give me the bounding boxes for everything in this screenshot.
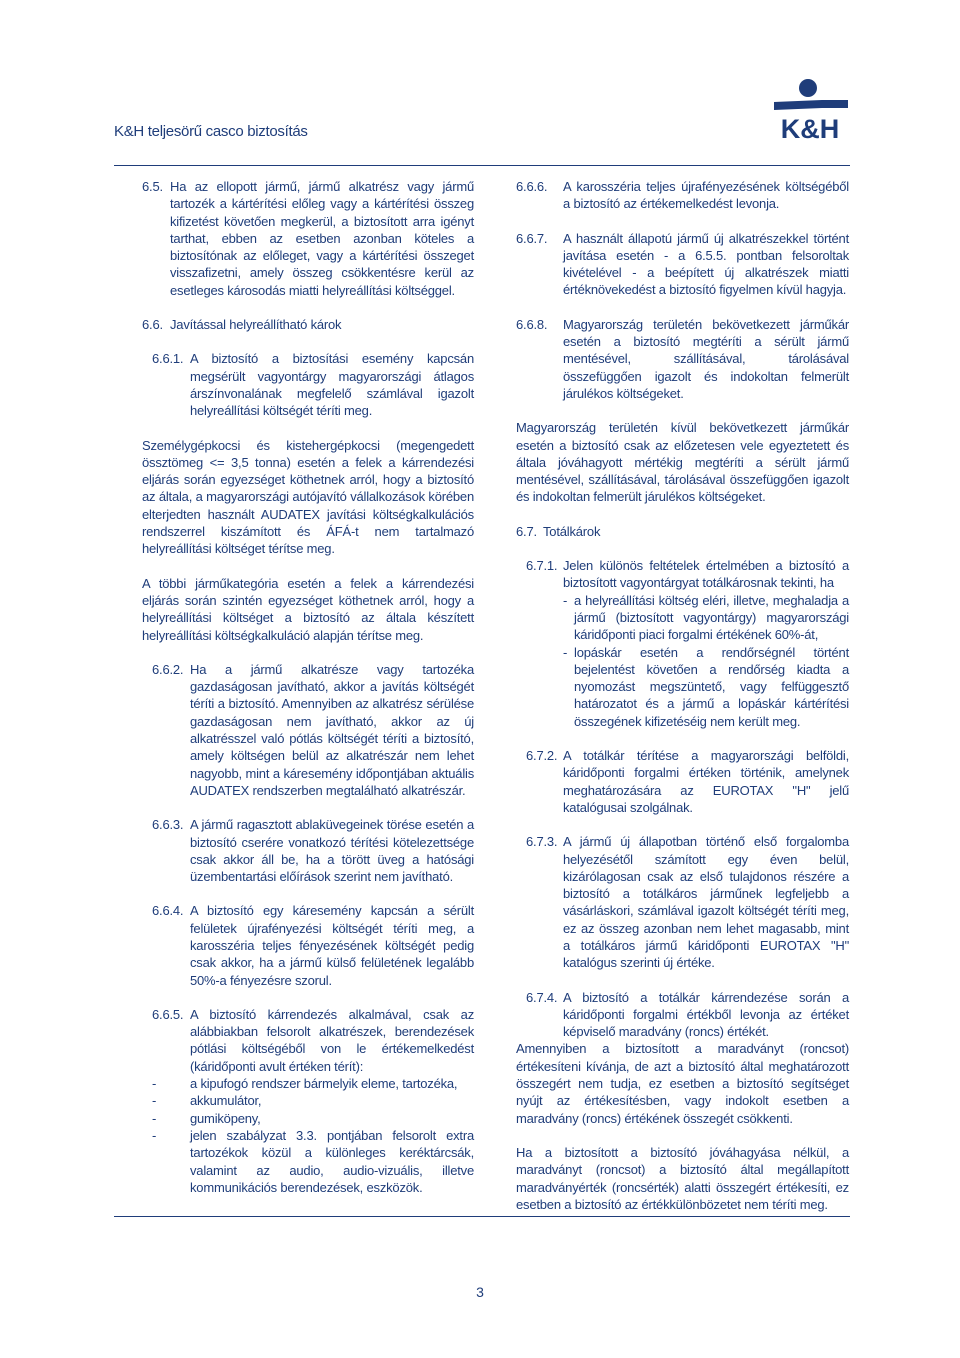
section-title: Totálkárok — [543, 523, 601, 539]
section-6-7-3 — [516, 833, 849, 971]
section-6-6-6 — [516, 178, 849, 213]
section-number: 6.7.1. — [526, 558, 558, 574]
section-number: 6.6.6. — [516, 179, 548, 194]
paragraph-szemelygepkocsi: Személygépkocsi és kistehergépkocsi (megengedett össztömeg <= 3,5 tonna) esetén a felek a kárrendezési eljárás során egyezséget köthetnek arról, hogy a biztosító az általa, a magyarországi autójavító vállalkozások körében elterjedten használt AUDATEX javítási költségkalkulációs rendszerrel kiszámított és ÁFÁ-t nem tartalmazó helyreállítási költséget térítse meg. — [142, 437, 474, 557]
list-dash: - — [152, 1093, 157, 1109]
section-6-7-2 — [516, 747, 849, 816]
section-6-6-5 — [142, 1006, 474, 1075]
section-6-7-heading — [516, 523, 849, 540]
section-text: A biztosító a totálkár kárrendezése során a káridőponti forgalmi értékből levonja az értéket képviselő maradvány (roncs) értékét. — [563, 989, 849, 1040]
list-dash: - — [152, 1110, 157, 1126]
list-item — [142, 1127, 474, 1196]
list-item-text: a kipufogó rendszer bármelyik eleme, tartozéka, — [190, 1076, 458, 1092]
document-title: K&H teljesörű casco biztosítás — [114, 123, 308, 140]
footer-rule — [114, 1216, 850, 1217]
section-number: 6.6.5. — [152, 1006, 184, 1022]
section-6-7-4 — [516, 989, 849, 1041]
section-number: 6.6.4. — [152, 903, 184, 919]
section-6-6-7 — [516, 230, 849, 299]
section-text: Jelen különös feltételek értelmében a biztosító a biztosított vagyontárgyat totálkárosnak tekinti, ha — [563, 558, 849, 591]
section-number: 6.7.3. — [526, 834, 558, 850]
section-number: 6.6.3. — [152, 817, 184, 833]
kh-logo — [770, 78, 850, 140]
section-number: 6.6.7. — [516, 230, 548, 246]
list-item-text: a helyreállítási költség eléri, illetve, meghaladja a jármű (biztosított vagyontárgy) magyarországi káridőponti piaci forgalmi értékének 60%-át, — [574, 592, 849, 643]
list-dash: - — [152, 1127, 157, 1143]
list-dash: - — [563, 644, 568, 660]
right-column — [516, 178, 849, 1213]
paragraph-kulfoldi-karok: Magyarország területén kívül bekövetkezett járműkár esetén a biztosító csak az előzetesen vele egyeztetett és általa jóváhagyott mértékig megtéríti a sérült jármű mentésével, szállításával, tárolásával összefüggően igazolt és indokoltan felmerült járulékos költségeket. — [516, 420, 849, 505]
section-text: Ha a jármű alkatrésze vagy tartozéka gazdaságosan javítható, akkor a javítás költségét téríti a biztosító. Amennyiben az alkatrész sérülése gazdaságosan nem javítható, akkor az új alkatrésszel való pótlás költségét téríti a biztosító, amely költségen belül az alkatrészár nem lehet nagyobb, mint a káresemény időpontjában aktuális AUDATEX rendszerben megtalálható alkatrészár. — [190, 661, 474, 798]
section-6-6-4 — [142, 902, 474, 988]
section-text: A biztosító egy káresemény kapcsán a sérült felületek újrafényezési költségét téríti meg, a karosszéria teljes fényezésének költségét pedig csak akkor, ha a jármű külső felületének legalább 50%-a fényezésre szorul. — [190, 903, 474, 988]
paragraph-jovahagyas-nelkul: Ha a biztosított a biztosító jóváhagyása nélkül, a maradványt (roncsot) a biztosító által megállapított maradványérték (roncsérték) alatti összegért értékesíti, ez esetben a biztosító az értékkülönbözetet nem téríti meg. — [516, 1144, 849, 1212]
header-rule — [114, 165, 850, 166]
section-text: A biztosító a biztosítási esemény kapcsán megsérült vagyontárgy magyarországi átlagos árszínvonalának megfelelő számlával igazolt helyreállítási költségét téríti meg. — [190, 351, 474, 419]
section-number: 6.6.8. — [516, 316, 548, 332]
svg-text:K&H: K&H — [780, 114, 840, 140]
section-number: 6.6.2. — [152, 661, 184, 677]
list-dash: - — [152, 1076, 157, 1092]
section-6-6-2 — [142, 661, 474, 799]
section-title: Javítással helyreállítható károk — [170, 317, 342, 333]
section-text: A biztosító kárrendezés alkalmával, csak az alábbiakban felsorolt alkatrészek, berendezések pótlási költségéből von le értékemelkedést (káridőponti avult értéken térít): — [190, 1006, 474, 1074]
section-number: 6.6. — [142, 317, 163, 333]
section-6-5 — [142, 178, 474, 299]
section-number: 6.7.2. — [526, 748, 558, 764]
list-item — [142, 1110, 474, 1127]
section-number: 6.5. — [142, 179, 163, 194]
list-item — [516, 592, 849, 644]
section-6-7-1 — [516, 557, 849, 592]
section-6-6-heading — [142, 316, 474, 333]
list-item — [142, 1092, 474, 1109]
section-text: A használt állapotú jármű új alkatrészekkel történt javítása esetén - a 6.5.5. pontban felsoroltak kivételével - a beépített új alkatrészek miatti értéknövekedést a biztosító figyelmen kívül hagyja. — [563, 230, 849, 298]
list-item — [142, 1075, 474, 1092]
section-number: 6.7. — [516, 523, 537, 539]
section-6-6-8 — [516, 316, 849, 402]
section-text: A totálkár térítése a magyarországi belföldi, káridőponti forgalmi értéken történik, amelynek meghatározására az EUROTAX "H" jelű katalógusai szolgálnak. — [563, 748, 849, 815]
list-dash: - — [563, 592, 568, 608]
list-item — [516, 644, 849, 730]
left-column — [142, 178, 474, 1196]
list-item-text: gumiköpeny, — [190, 1110, 261, 1126]
list-item-text: jelen szabályzat 3.3. pontjában felsorolt extra tartozékok közül a különleges keréktárcsák, valamint az audio, audio-vizuális, illetve kommunikációs berendezések, eszközök. — [190, 1127, 474, 1195]
paragraph-maradvany: Amennyiben a biztosított a maradványt (roncsot) értékesíteni kívánja, de azt a biztosító által meghatározott összegért nem tudja, ez esetben a biztosító segítséget nyújt az értékesítésben, vagy indokolt esetben a maradvány (roncs) értékének összegét csökkenti. — [516, 1041, 849, 1126]
section-text: A jármű ragasztott ablaküvegeinek törése esetén a biztosító cserére vonatkozó térítési kötelezettsége csak akkor áll be, ha a törött üveg a hatósági üzembentartási előírások szerint nem javítható. — [190, 817, 474, 885]
section-6-6-3 — [142, 816, 474, 885]
page-number: 3 — [476, 1284, 484, 1300]
paragraph-tobbi-jarmukategoria: A többi járműkategória esetén a felek a kárrendezési eljárás során szintén egyezséget köthetnek arról, hogy a helyreállítási költséget a biztosító az általa készített helyreállítási költségkalkuláció alapján térítse meg. — [142, 575, 474, 643]
section-number: 6.6.1. — [152, 351, 184, 367]
section-6-6-1 — [142, 350, 474, 419]
section-text: A karosszéria teljes újrafényezésének költségéből a biztosító az értékemelkedést levonja. — [563, 179, 849, 212]
section-number: 6.7.4. — [526, 989, 558, 1005]
list-item-text: akkumulátor, — [190, 1093, 262, 1109]
section-text: Ha az ellopott jármű, jármű alkatrész vagy jármű tartozék a kártérítési előleg vagy a kártérítési összeg kifizetést követően megkerül, a biztosított arra igényt tarthat, ebben az esetben azonban köteles a biztosítónak az előleget, vagy a kártérítési összeget visszafizetni, amely összeg csökkentésre kerül az esetleges károsodás miatti helyreállítási költséggel. — [170, 179, 474, 298]
section-text: A jármű új állapotban történő első forgalomba helyezésétől számított egy éven belül, kizárólagosan csak az első tulajdonos részére a biztosító a totálkáros járműnek legfeljebb a vásárláskori, számlával igazolt költségét téríti meg, ez az összeg azonban nem lehet magasabb, mint a totálkáros jármű káridőponti EUROTAX "H" katalógus szerinti új értéke. — [563, 834, 849, 971]
section-text: Magyarország területén bekövetkezett járműkár esetén a biztosító megtéríti a sérült jármű mentésével, szállításával, tárolásával összefüggően igazolt és indokoltan felmerült járulékos költségeket. — [563, 316, 849, 401]
list-item-text: lopáskár esetén a rendőrségnél történt bejelentést követően a rendőrség kiadta a nyomozást megszüntető, vagy felfüggesztő határozatot és a jármű a lopáskár kártérítési összegének kifizetéséig nem került meg. — [574, 644, 849, 729]
